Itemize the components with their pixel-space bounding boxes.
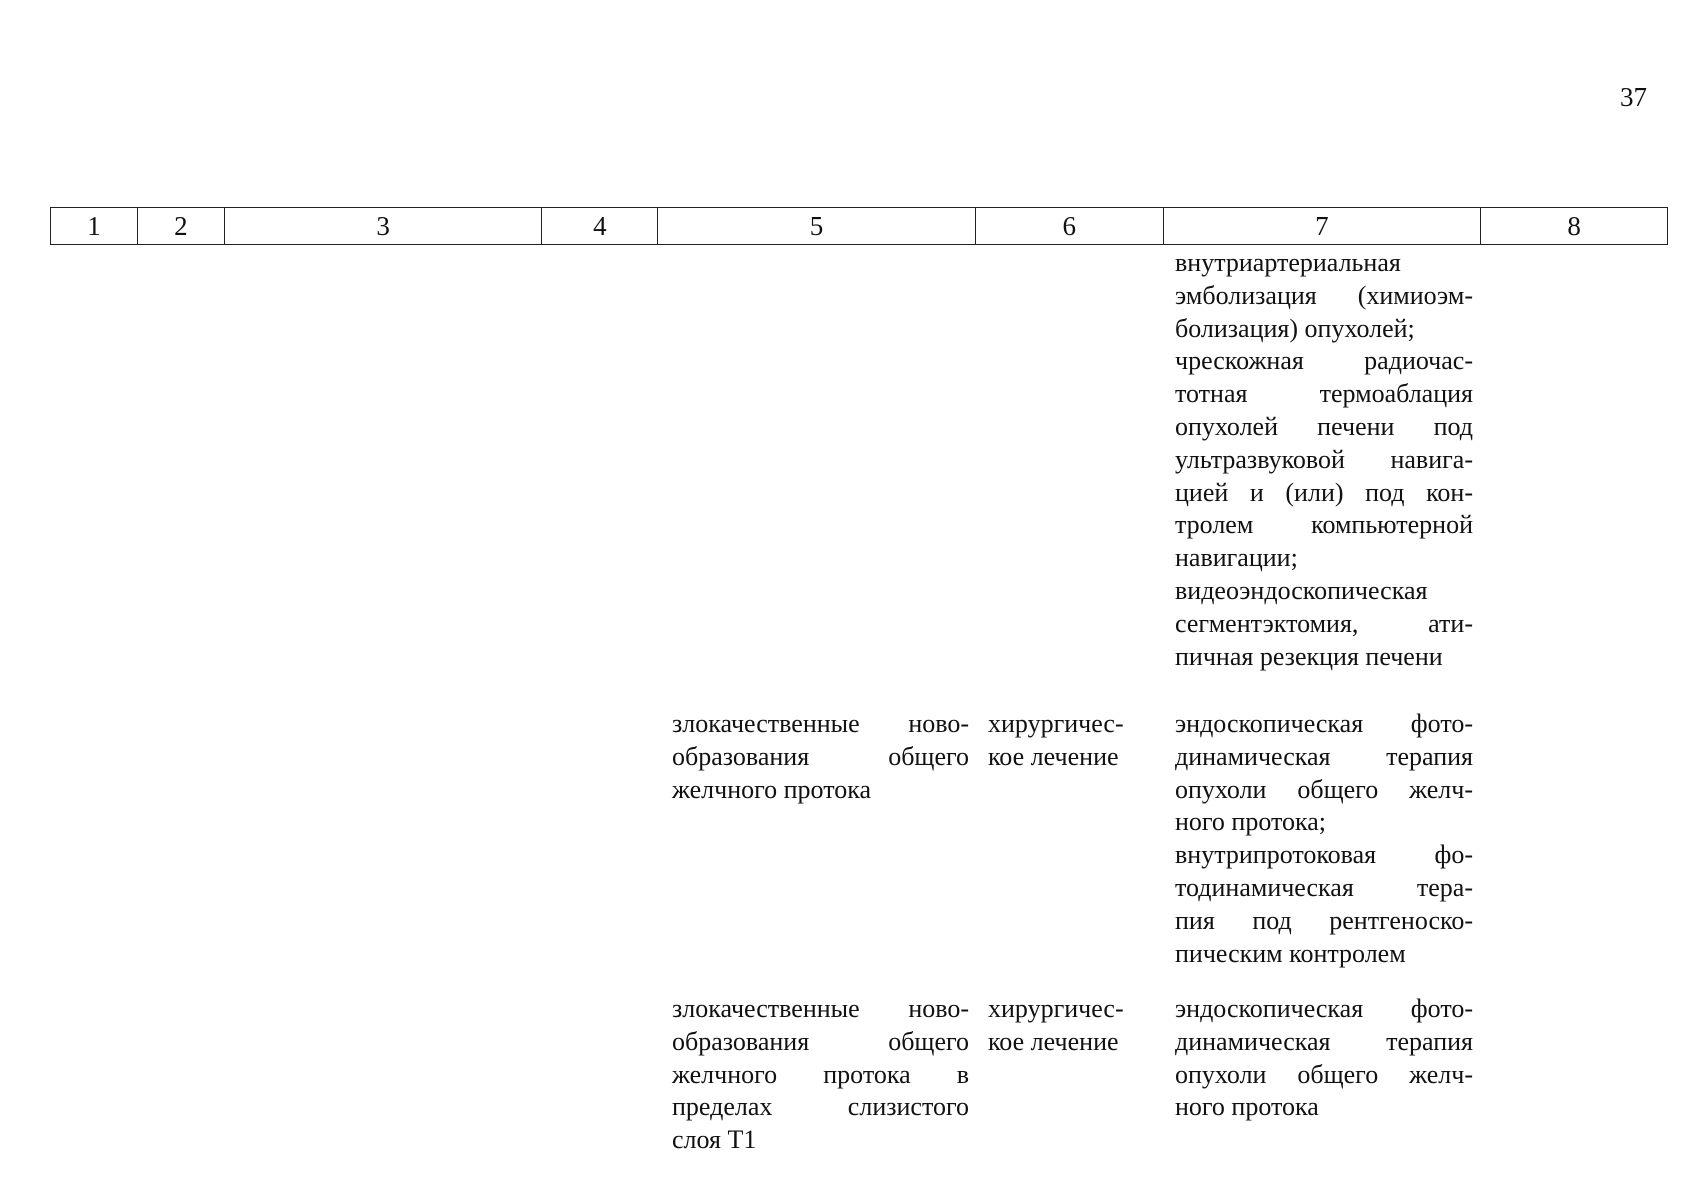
text-line: желчного протока в	[672, 1059, 969, 1089]
row2-col5-diagnosis	[672, 708, 969, 806]
text-line: злокачественные ново-	[672, 709, 969, 738]
text-line: динамическая терапия	[1175, 1026, 1473, 1056]
text-line: пия под рентгеноско-	[1175, 905, 1473, 935]
text-line: эндоскопическая фото-	[1175, 994, 1473, 1023]
row2-col6-treatment-type	[988, 708, 1138, 774]
header-cell-2: 2	[138, 208, 225, 244]
text-line: пическим контролем	[1175, 938, 1406, 968]
row3-col7-methods	[1175, 993, 1473, 1124]
text-line: эндоскопическая фото-	[1175, 709, 1473, 738]
text-line: злокачественные ново-	[672, 994, 969, 1023]
text-line: тролем компьютерной	[1175, 510, 1473, 540]
text-line: образования общего	[672, 741, 969, 771]
header-cell-4: 4	[542, 208, 658, 244]
header-cell-8: 8	[1567, 210, 1581, 241]
text-line: желчного протока	[672, 774, 872, 804]
text-line: тодинамическая тера-	[1175, 872, 1473, 902]
text-line: навигации;	[1175, 543, 1298, 573]
text-line: слоя Т1	[672, 1125, 757, 1155]
text-line: кое лечение	[988, 1026, 1119, 1056]
header-cell-1: 1	[51, 208, 138, 244]
text-line: опухоли общего желч-	[1175, 1059, 1473, 1089]
row1-col7-methods	[1175, 247, 1473, 673]
header-cell-6: 6	[976, 208, 1164, 244]
text-line: чрескожная радиочас-	[1175, 346, 1473, 376]
row3-col6-treatment-type	[988, 993, 1138, 1059]
text-line: тотная термоаблация	[1175, 379, 1473, 409]
text-line: хирургичес-	[988, 994, 1124, 1023]
header-cell-5: 5	[658, 208, 976, 244]
header-cell-7: 7	[1164, 208, 1482, 244]
text-line: ного протока;	[1175, 807, 1327, 837]
text-line: образования общего	[672, 1026, 969, 1056]
header-cell-3: 3	[225, 208, 543, 244]
text-line: эмболизация (химиоэм-	[1175, 280, 1473, 310]
text-line: видеоэндоскопическая	[1175, 575, 1428, 605]
text-line: ного протока	[1175, 1092, 1319, 1122]
column-number-header	[50, 207, 1668, 245]
text-line: болизация) опухолей;	[1175, 313, 1415, 343]
row2-col7-methods	[1175, 708, 1473, 970]
text-line: динамическая терапия	[1175, 741, 1473, 771]
row3-col5-diagnosis	[672, 993, 969, 1157]
text-line: опухолей печени под	[1175, 411, 1473, 441]
text-line: внутрипротоковая фо-	[1175, 840, 1473, 870]
text-line: внутриартериальная	[1175, 248, 1401, 277]
page-number: 37	[1620, 82, 1647, 112]
text-line: сегментэктомия, ати-	[1175, 608, 1473, 638]
text-line: опухоли общего желч-	[1175, 774, 1473, 804]
text-line: кое лечение	[988, 741, 1119, 771]
text-line: хирургичес-	[988, 709, 1124, 738]
text-line: пределах слизистого	[672, 1092, 969, 1122]
text-line: ультразвуковой навига-	[1175, 444, 1473, 474]
text-line: цией и (или) под кон-	[1175, 477, 1473, 507]
text-line: пичная резекция печени	[1175, 641, 1443, 671]
